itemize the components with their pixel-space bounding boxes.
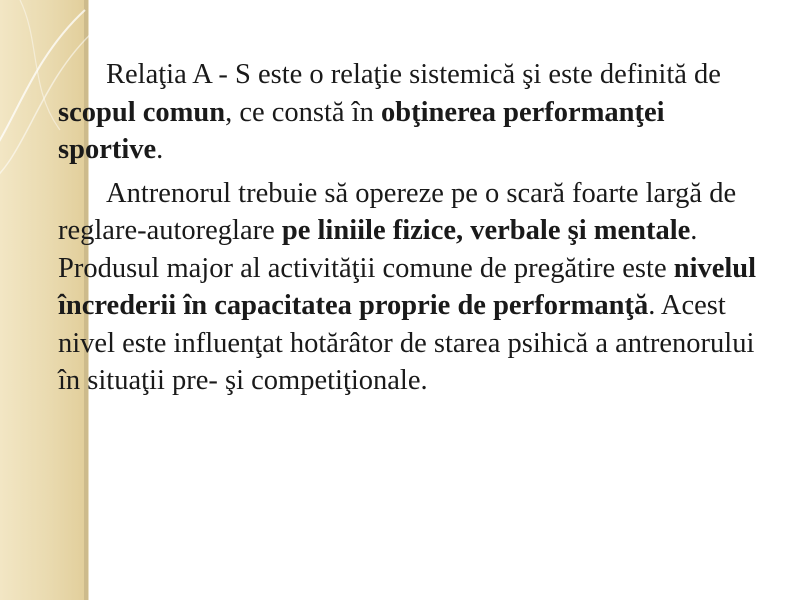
text-run: Antrenorul trebuie să opereze pe o scară foarte largă de reglare-autoreglare [58, 177, 737, 246]
slide-body [58, 56, 776, 400]
bold-text-run: obţinerea performanţei sportive [58, 96, 665, 165]
paragraph [58, 175, 776, 400]
text-run: . Acest nivel este influenţat hotărâtor de starea psihică a antrenorului în situaţii pre- şi competiţionale. [58, 290, 755, 396]
text-run: Relaţia A - S este o relaţie sistemică şi este definită de [106, 59, 721, 90]
bold-text-run: nivelul încrederii în capacitatea proprie de performanţă [58, 252, 757, 321]
text-run: . [156, 134, 164, 165]
bold-text-run: pe liniile fizice, verbale şi mentale [281, 215, 691, 246]
text-run: . Produsul major al activităţii comune de pregătire este [58, 215, 698, 284]
text-run: , ce constă în [225, 96, 381, 128]
paragraph [58, 56, 776, 169]
bold-text-run: scopul comun [58, 96, 226, 128]
